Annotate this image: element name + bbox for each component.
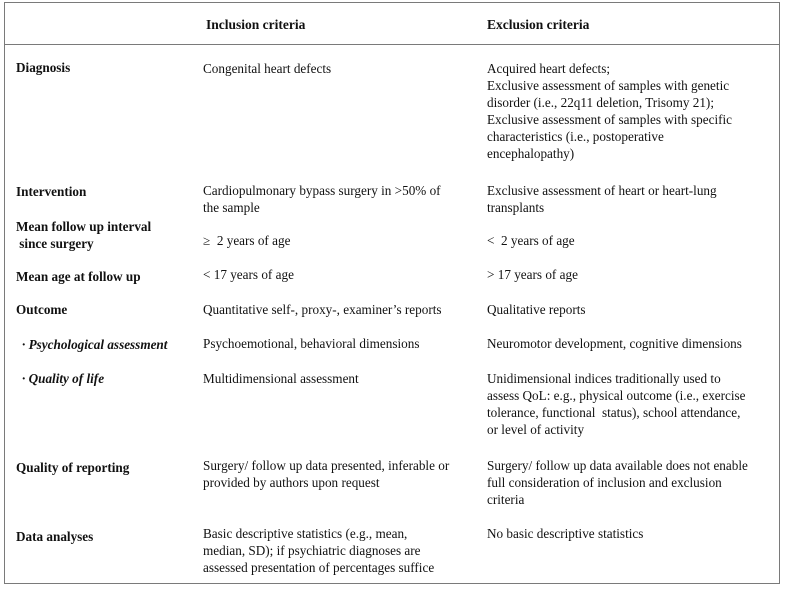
exclusion-criteria-header: Exclusion criteria bbox=[487, 17, 590, 32]
row-exclusion-outcome: Qualitative reports bbox=[487, 302, 586, 317]
row-inclusion-follow-up-interval: ≥ 2 years of age bbox=[203, 233, 291, 248]
row-label-outcome: Outcome bbox=[16, 302, 68, 317]
row-label-mean-age: Mean age at follow up bbox=[16, 269, 141, 284]
row-inclusion-outcome: Quantitative self-, proxy-, examiner’s reports bbox=[203, 302, 442, 317]
row-inclusion-quality-of-life: Multidimensional assessment bbox=[203, 371, 359, 386]
row-label-data-analyses: Data analyses bbox=[16, 529, 94, 544]
row-inclusion-quality-of-reporting: Surgery/ follow up data presented, inferable or provided by authors upon request bbox=[203, 458, 450, 490]
row-exclusion-diagnosis: Acquired heart defects; Exclusive assessment of samples with genetic disorder (i.e., 22q11 deletion, Trisomy 21); Exclusive assessment of samples with specific characteristics (i.e., postoperative encephalopathy) bbox=[487, 61, 733, 161]
row-inclusion-psychological-assessment: Psychoemotional, behavioral dimensions bbox=[203, 336, 420, 351]
row-label-diagnosis: Diagnosis bbox=[16, 60, 71, 75]
row-exclusion-intervention: Exclusive assessment of heart or heart-lung transplants bbox=[487, 183, 717, 215]
row-label-intervention: Intervention bbox=[16, 184, 87, 199]
row-exclusion-quality-of-life: Unidimensional indices traditionally used to assess QoL: e.g., physical outcome (i.e., exercise tolerance, functional status), school attendance, or level of activity bbox=[487, 371, 746, 437]
row-exclusion-mean-age: > 17 years of age bbox=[487, 267, 578, 282]
row-inclusion-data-analyses: Basic descriptive statistics (e.g., mean, median, SD); if psychiatric diagnoses are assessed presentation of percentages suffice bbox=[203, 526, 435, 575]
row-label-quality-of-life: · Quality of life bbox=[22, 371, 105, 386]
row-label-follow-up-interval: Mean follow up interval since surgery bbox=[16, 219, 152, 251]
row-inclusion-diagnosis: Congenital heart defects bbox=[203, 61, 332, 76]
row-inclusion-intervention: Cardiopulmonary bypass surgery in >50% of the sample bbox=[203, 183, 441, 215]
row-inclusion-mean-age: < 17 years of age bbox=[203, 267, 294, 282]
row-label-quality-of-reporting: Quality of reporting bbox=[16, 460, 130, 475]
row-label-psychological-assessment: · Psychological assessment bbox=[22, 337, 168, 352]
inclusion-criteria-header: Inclusion criteria bbox=[206, 17, 306, 32]
row-exclusion-quality-of-reporting: Surgery/ follow up data available does not enable full consideration of inclusion and exclusion criteria bbox=[487, 458, 748, 507]
row-exclusion-psychological-assessment: Neuromotor development, cognitive dimensions bbox=[487, 336, 742, 351]
row-exclusion-follow-up-interval: < 2 years of age bbox=[487, 233, 575, 248]
header-divider bbox=[4, 44, 780, 45]
row-exclusion-data-analyses: No basic descriptive statistics bbox=[487, 526, 644, 541]
